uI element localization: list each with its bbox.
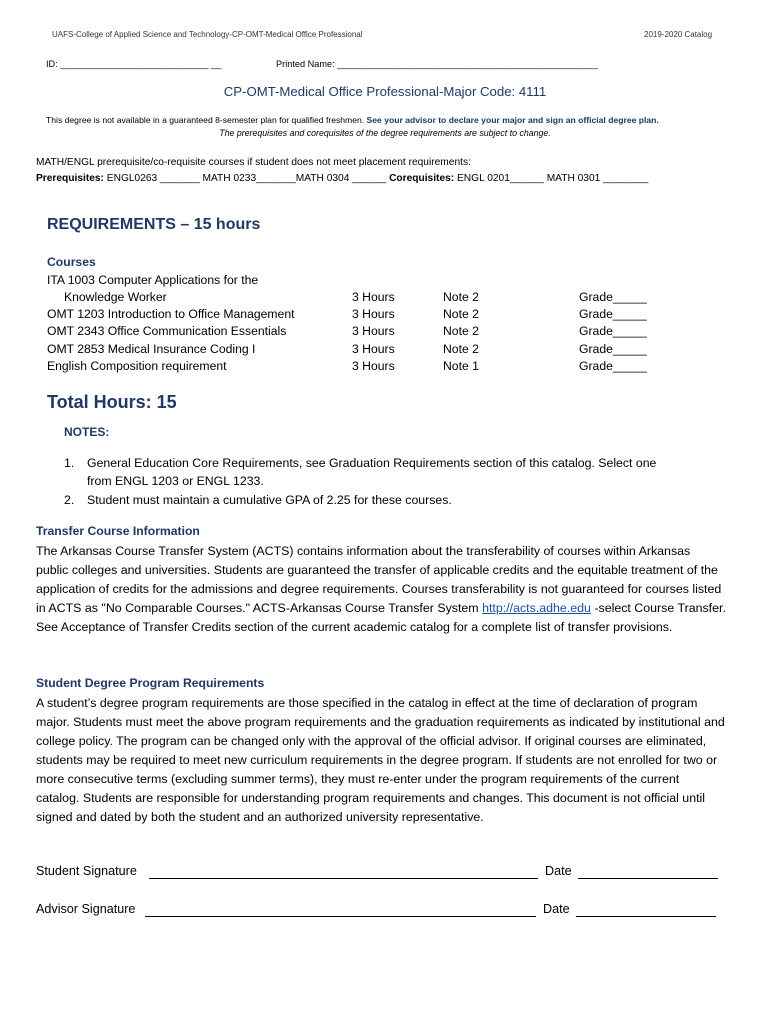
notes-label: NOTES:: [64, 425, 110, 439]
transfer-paragraph: [36, 542, 726, 637]
course-hours: 3 Hours: [352, 324, 395, 338]
printed-name-field[interactable]: Printed Name: ___________________________________________________: [276, 59, 598, 69]
course-note: Note 1: [443, 359, 479, 373]
course-row: [0, 290, 770, 307]
course-name: OMT 1203 Introduction to Office Management: [47, 307, 295, 321]
note-text-continued: from ENGL 1203 or ENGL 1233.: [87, 474, 264, 488]
page-title: CP-OMT-Medical Office Professional-Major Code: 4111: [223, 84, 547, 99]
transfer-heading: Transfer Course Information: [36, 524, 200, 538]
degree-program-paragraph: A student’s degree program requirements are those specified in the catalog in effect at the time of declaration of program major. Students must meet the above program requirements and the graduation requirements as indicated by institutional and college policy. The program can be changed only with the approval of the official advisor. If original courses are eliminated, students may be required to meet new curriculum requirements in the degree program. If students are not enrolled for two or more consecutive terms (excluding summer terms), they must re-enter under the program requirements of the current catalog. Students are responsible for understanding program requirements and changes. This document is not official until signed and dated by both the student and an authorized university representative.: [36, 696, 725, 824]
intro-notice: [46, 115, 659, 125]
degree-program-heading: Student Degree Program Requirements: [36, 676, 265, 690]
course-grade[interactable]: Grade_____: [579, 342, 647, 356]
course-row: [0, 273, 770, 290]
courses-label: Courses: [47, 255, 96, 269]
course-hours: 3 Hours: [352, 359, 395, 373]
corequisites-text: ENGL 0201______ MATH 0301 ________: [457, 173, 649, 184]
student-date-line[interactable]: [578, 878, 718, 879]
advisor-date-label: Date: [543, 902, 570, 916]
course-note: Note 2: [443, 324, 479, 338]
header-catalog-year: 2019-2020 Catalog: [644, 30, 713, 39]
intro-notice-advisor: See your advisor to declare your major and sign an official degree plan.: [366, 115, 659, 125]
id-field[interactable]: ID: _____________________________ __: [46, 59, 222, 69]
course-name: ITA 1003 Computer Applications for the: [47, 273, 259, 287]
course-hours: 3 Hours: [352, 342, 395, 356]
course-name: English Composition requirement: [47, 359, 227, 373]
course-note: Note 2: [443, 307, 479, 321]
transfer-text: The Arkansas Course Transfer System (ACTS) contains information about the transferability of courses within Arkansas public colleges and universities. Students are guaranteed the transfer of applicable credits and the equitable treatment of the application of credits for the admissions and degree requirements. Courses transferability is not guaranteed for courses listed in ACTS as "No Comparable Courses." ACTS-Arkansas Course Transfer System: [36, 544, 722, 615]
course-grade[interactable]: Grade_____: [579, 290, 647, 304]
advisor-signature-label: Advisor Signature: [36, 902, 136, 916]
course-hours: 3 Hours: [352, 307, 395, 321]
course-row: [0, 324, 770, 341]
course-name-continued: Knowledge Worker: [64, 290, 167, 304]
course-name: OMT 2343 Office Communication Essentials: [47, 324, 287, 338]
placement-requirement-line: MATH/ENGL prerequisite/co-requisite courses if student does not meet placement requirements:: [36, 157, 471, 168]
prereq-coreq-line: [36, 173, 648, 184]
note-text: Student must maintain a cumulative GPA of 2.25 for these courses.: [87, 493, 452, 507]
course-row: [0, 307, 770, 324]
course-note: Note 2: [443, 290, 479, 304]
course-hours: 3 Hours: [352, 290, 395, 304]
prerequisites-label: Prerequisites:: [36, 173, 104, 184]
course-grade[interactable]: Grade_____: [579, 324, 647, 338]
note-number: 2.: [64, 493, 75, 507]
advisor-signature-line[interactable]: [145, 916, 536, 917]
course-row: [0, 359, 770, 376]
corequisites-label: Corequisites:: [389, 173, 455, 184]
acts-link[interactable]: http://acts.adhe.edu: [482, 601, 591, 615]
prereq-change-note: The prerequisites and corequisites of the degree requirements are subject to change.: [219, 128, 551, 138]
student-signature-line[interactable]: [149, 878, 538, 879]
note-number: 1.: [64, 456, 75, 470]
student-signature-row: [36, 864, 137, 878]
header-college-program: UAFS-College of Applied Science and Technology-CP-OMT-Medical Office Professional: [52, 30, 363, 39]
note-text: General Education Core Requirements, see Graduation Requirements section of this catalog. Select one: [87, 456, 657, 470]
student-signature-label: Student Signature: [36, 864, 137, 878]
intro-notice-text: This degree is not available in a guaranteed 8-semester plan for qualified freshmen.: [46, 115, 365, 125]
course-row: [0, 342, 770, 359]
requirements-heading: REQUIREMENTS – 15 hours: [47, 216, 261, 233]
transfer-text-after: -select Course Transfer. See Acceptance of Transfer Credits section of the current academic catalog for a complete list of transfer provisions.: [36, 601, 726, 634]
prerequisites-text: ENGL0263 _______ MATH 0233_______MATH 0304 ______: [106, 173, 387, 184]
advisor-signature-row: [36, 902, 135, 916]
advisor-date-line[interactable]: [576, 916, 716, 917]
course-grade[interactable]: Grade_____: [579, 307, 647, 321]
course-name: OMT 2853 Medical Insurance Coding I: [47, 342, 256, 356]
student-date-label: Date: [545, 864, 572, 878]
course-note: Note 2: [443, 342, 479, 356]
course-grade[interactable]: Grade_____: [579, 359, 647, 373]
total-hours: Total Hours: 15: [47, 392, 177, 412]
